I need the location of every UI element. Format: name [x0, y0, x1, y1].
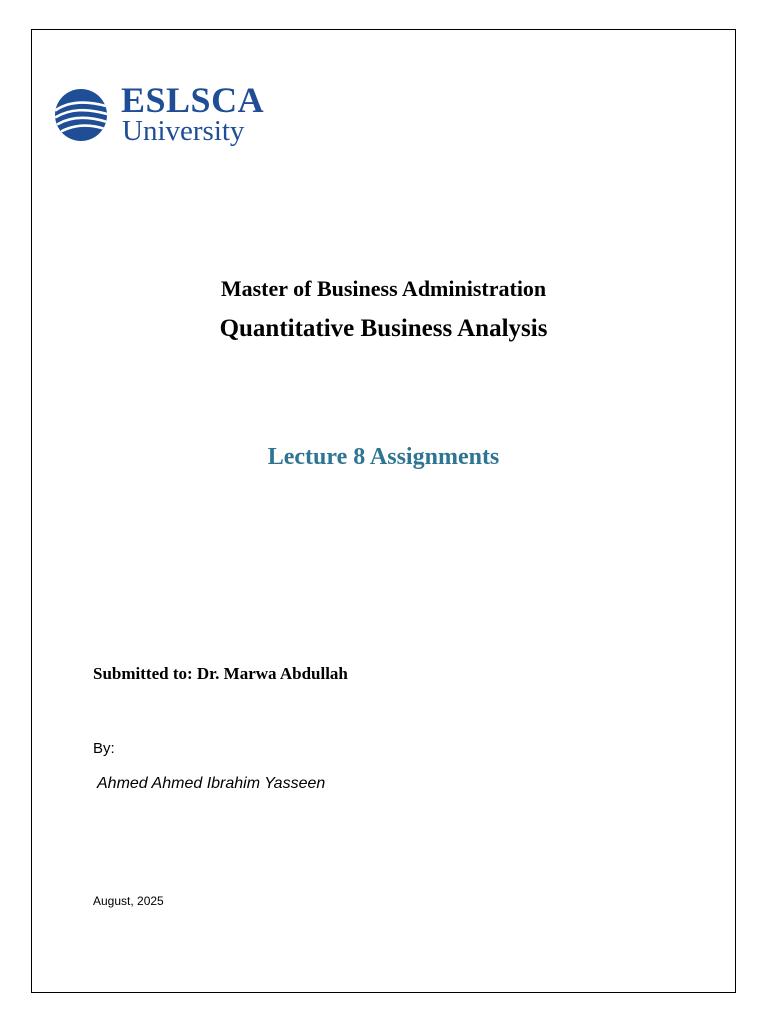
submission-date: August, 2025: [93, 894, 164, 908]
assignment-title: Lecture 8 Assignments: [267, 444, 500, 470]
logo-name: ESLSCA: [121, 80, 265, 120]
submitted-to: Submitted to: Dr. Marwa Abdullah: [93, 664, 348, 683]
by-label: By:: [93, 740, 115, 757]
program-title: Master of Business Administration: [220, 276, 547, 301]
page-border: [31, 29, 736, 993]
author-name: Ahmed Ahmed Ibrahim Yasseen: [97, 775, 326, 792]
course-title: Quantitative Business Analysis: [219, 315, 548, 342]
logo-subtitle: University: [122, 115, 245, 147]
eslsca-swoosh-logo-icon: [54, 88, 108, 142]
university-logo: [54, 80, 274, 150]
